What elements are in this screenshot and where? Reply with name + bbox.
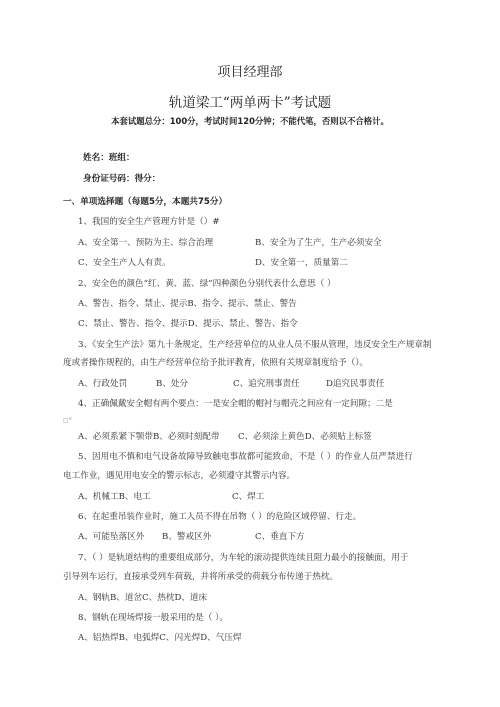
question-3-line-2: 度或者操作规程的，由生产经营单位给予批评教育，依照有关规章制度给予（）。 (63, 358, 369, 368)
question-1-option-b: B、安全为了生产，生产必须安全 (255, 238, 382, 248)
question-8-options: A、铝热焊B、电弧焊C、闪光焊D、气压焊 (78, 633, 242, 643)
question-4-options-ab: A、必须系紧下颚带B、必须时刻配带 (78, 432, 220, 442)
question-1-option-c: C、安全生产人人有责。 (78, 258, 171, 268)
exam-info: 本套试题总分：100分，考试时间120分钟；不能代笔，否则以不合格计。 (111, 116, 389, 126)
question-7-line-1: 7、（ ）是轨道结构的重要组成部分，为车轮的滚动提供连续且阻力最小的接触面，用于 (78, 553, 409, 563)
question-2: 2、安全色的颜色“红、黄、蓝、绿”四种颜色分别代表什么意思（ ） (78, 279, 336, 289)
question-6-option-c: C、垂直下方 (255, 532, 305, 542)
question-1-option-a: A、安全第一、预防为主、综合治理 (78, 238, 214, 248)
question-7-line-2: 引导列车运行，直接承受列车荷载，并将所承受的荷载分布传递于热枕。 (63, 572, 339, 582)
id-score-field: 身份证号码：得分： (83, 174, 161, 184)
question-4: 4、正确佩戴安全帽有两个要点：一是安全帽的帽衬与帽壳之间应有一定间隙；二是 (78, 399, 393, 409)
question-3-option-d: D追究民事责任 (326, 379, 385, 389)
question-6-option-a: A、可能坠落区外 (78, 532, 145, 542)
question-2-options-ab: A、警告、指令、禁止、提示B、指令、提示、禁止、警告 (78, 299, 297, 309)
exam-title: 轨道梁工“两单两卡”考试题 (168, 95, 332, 111)
question-5-options-ab: A、机械工B、电工 (78, 492, 151, 502)
question-8: 8、钢轨在现场焊接一般采用的是（ ）。 (78, 613, 228, 623)
name-group-field: 姓名：班组： (83, 153, 135, 163)
question-5-line-1: 5、因用电不慎和电气设备故障导致触电事故都可能致命，不是（ ）的作业人员严禁进行 (78, 452, 413, 462)
question-6: 6、在起重吊装作业时，施工人员不得在吊物（ ）的危险区域停留、行走。 (78, 512, 362, 522)
question-1: 1、我国的安全生产管理方针是（）# (78, 217, 220, 227)
question-3-line-1: 3、《安全生产法》第九十条规定，生产经营单位的从业人员不服从管理，违反安全生产规章制 (78, 340, 432, 350)
question-2-options-cd: C、禁止、警告、指令、提示D、提示、禁止、警告、指令 (78, 319, 298, 329)
question-7-options: A、钢轨B、道岔C、热枕D、道床 (78, 593, 208, 603)
question-1-option-d: D、安全第一，质量第二 (255, 258, 348, 268)
question-6-option-b: B、警戒区外 (162, 532, 212, 542)
question-3-option-a: A、行政处罚 (78, 379, 128, 389)
question-3-option-b: B、处分 (156, 379, 189, 389)
question-4-options-cd: C、必须涂上黄色D、必须贴上标签 (238, 432, 372, 442)
question-4-mark: □* (63, 417, 72, 424)
question-3-option-c: C、追究刑事责任 (233, 379, 300, 389)
department-title: 项目经理部 (217, 65, 283, 80)
question-5-option-c: C、焊工 (232, 492, 265, 502)
question-5-line-2: 电工作业，遇见用电安全的警示标志，必须遵守其警示内容。 (63, 471, 296, 481)
section-heading: 一、单项选择题（每题5分，本题共75分） (63, 197, 228, 207)
